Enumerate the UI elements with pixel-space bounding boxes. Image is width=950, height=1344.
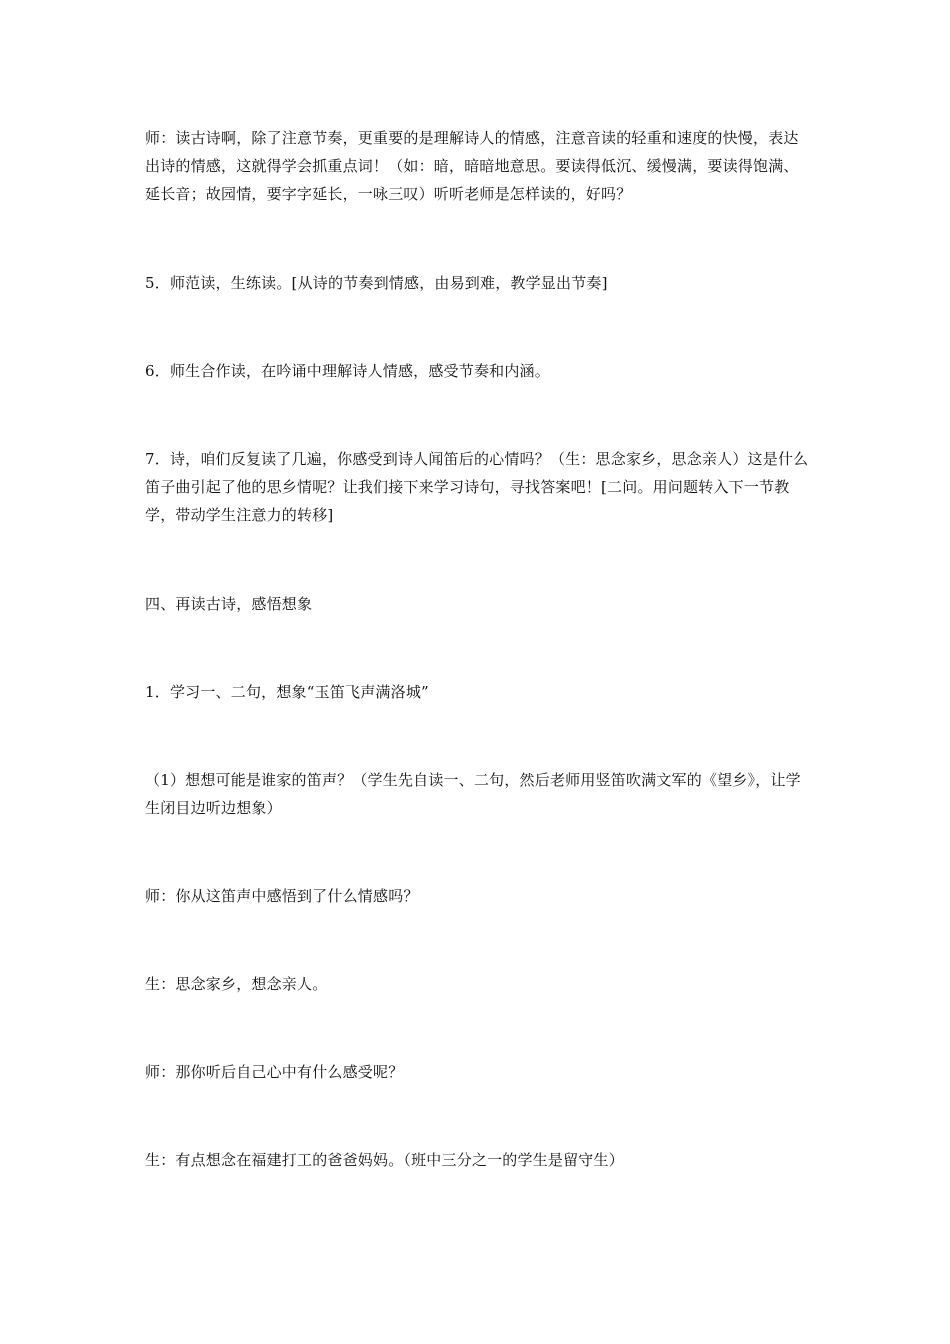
paragraph-sub-step-1: 1．学习一、二句，想象“玉笛飞声满洛城” bbox=[145, 683, 429, 701]
paragraph-question-1: （1）想想可能是谁家的笛声？（学生先自读一、二句，然后老师用竖笛吹满文军的《望乡》，让学生闭目边听边想象） bbox=[145, 771, 801, 817]
dialogue-teacher-1: 师：你从这笛声中感悟到了什么情感吗？ bbox=[145, 887, 419, 905]
dialogue-student-1: 生：思念家乡，想念亲人。 bbox=[145, 975, 328, 993]
paragraph-step-7: 7．诗，咱们反复读了几遍，你感受到诗人闻笛后的心情吗？（生：思念家乡，思念亲人）这是什么笛子曲引起了他的思乡情呢？让我们接下来学习诗句，寻找答案吧！[二问。用问题转入下一节教学，带动学生注意力的转移] bbox=[145, 450, 809, 524]
dialogue-teacher-2: 师：那你听后自己心中有什么感受呢？ bbox=[145, 1063, 404, 1081]
section-heading-4: 四、再读古诗，感悟想象 bbox=[145, 595, 313, 613]
dialogue-student-2: 生：有点想念在福建打工的爸爸妈妈。（班中三分之一的学生是留守生） bbox=[145, 1151, 624, 1169]
paragraph-step-6: 6．师生合作读，在吟诵中理解诗人情感，感受节奏和内涵。 bbox=[145, 362, 550, 380]
paragraph-step-5: 5．师范读，生练读。[从诗的节奏到情感，由易到难，教学显出节奏] bbox=[145, 274, 608, 292]
paragraph-teacher-reading-guidance: 师：读古诗啊，除了注意节奏，更重要的是理解诗人的情感，注意音读的轻重和速度的快慢，表达出诗的情感，这就得学会抓重点词！（如：暗，暗暗地意思。要读得低沉、缓慢满，要读得饱满、延长音；故园情，要字字延长，一咏三叹）听听老师是怎样读的，好吗？ bbox=[145, 129, 799, 203]
